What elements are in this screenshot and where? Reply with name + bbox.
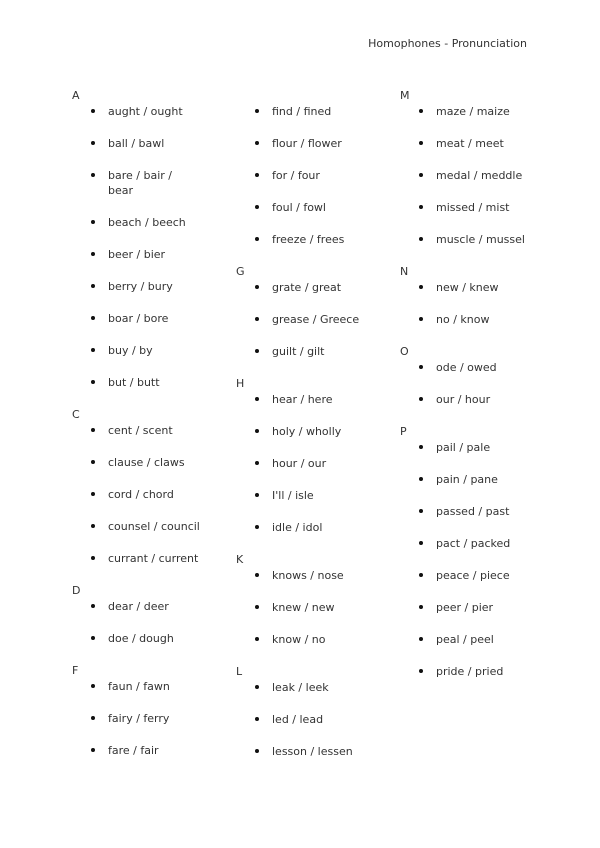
list-item: leak / leek (236, 680, 396, 695)
section (236, 376, 396, 535)
section (72, 583, 232, 646)
list-item: missed / mist (400, 200, 560, 215)
section (400, 344, 560, 407)
list-item: lesson / lessen (236, 744, 396, 759)
list-item: aught / ought (72, 104, 232, 119)
list-item: berry / bury (72, 279, 232, 294)
list-item: hour / our (236, 456, 396, 471)
list-item: knows / nose (236, 568, 396, 583)
list-item: peer / pier (400, 600, 560, 615)
list-item: bare / bair / bear (72, 168, 198, 198)
list-item: idle / idol (236, 520, 396, 535)
section-letter: N (400, 265, 409, 278)
section-letter: G (236, 265, 245, 278)
list-item: maze / maize (400, 104, 560, 119)
list-item: beer / bier (72, 247, 232, 262)
section (400, 88, 560, 247)
homophone-list (400, 104, 560, 247)
list-item: counsel / council (72, 519, 232, 534)
column-2 (236, 88, 396, 776)
section-letter: P (400, 425, 407, 438)
list-item: fairy / ferry (72, 711, 232, 726)
section (236, 264, 396, 359)
list-item: grate / great (236, 280, 396, 295)
column-1 (72, 88, 232, 775)
homophone-list (400, 280, 560, 327)
section-letter: F (72, 664, 79, 677)
list-item: for / four (236, 168, 396, 183)
list-item: pact / packed (400, 536, 560, 551)
list-item: clause / claws (72, 455, 232, 470)
section-letter: C (72, 408, 80, 421)
section (236, 88, 396, 247)
list-item: knew / new (236, 600, 396, 615)
section-letter: H (236, 377, 245, 390)
list-item: meat / meet (400, 136, 560, 151)
section (400, 264, 560, 327)
list-item: medal / meddle (400, 168, 560, 183)
list-item: pail / pale (400, 440, 560, 455)
list-item: no / know (400, 312, 560, 327)
list-item: peal / peel (400, 632, 560, 647)
homophone-list (72, 104, 232, 390)
section-letter: A (72, 89, 80, 102)
list-item: hear / here (236, 392, 396, 407)
list-item: dear / deer (72, 599, 232, 614)
list-item: faun / fawn (72, 679, 232, 694)
list-item: fare / fair (72, 743, 232, 758)
list-item: foul / fowl (236, 200, 396, 215)
list-item: buy / by (72, 343, 232, 358)
list-item: peace / piece (400, 568, 560, 583)
list-item: new / knew (400, 280, 560, 295)
section-letter: K (236, 553, 244, 566)
section (72, 88, 232, 390)
list-item: currant / current (72, 551, 232, 566)
list-item: ode / owed (400, 360, 560, 375)
list-item: pain / pane (400, 472, 560, 487)
homophone-list (236, 568, 396, 647)
homophone-list (72, 679, 232, 758)
homophone-list (236, 392, 396, 535)
list-item: beach / beech (72, 215, 232, 230)
list-item: ball / bawl (72, 136, 232, 151)
list-item: but / butt (72, 375, 232, 390)
list-item: doe / dough (72, 631, 232, 646)
section (400, 424, 560, 679)
section (236, 664, 396, 759)
list-item: passed / past (400, 504, 560, 519)
list-item: cord / chord (72, 487, 232, 502)
list-item: led / lead (236, 712, 396, 727)
column-3 (400, 88, 560, 696)
homophone-list (236, 104, 396, 247)
list-item: boar / bore (72, 311, 232, 326)
list-item: find / fined (236, 104, 396, 119)
list-item: pride / pried (400, 664, 560, 679)
homophone-list (72, 599, 232, 646)
section-letter: M (400, 89, 410, 102)
section-letter: D (72, 584, 81, 597)
homophone-list (400, 360, 560, 407)
list-item: holy / wholly (236, 424, 396, 439)
list-item: I'll / isle (236, 488, 396, 503)
list-item: our / hour (400, 392, 560, 407)
list-item: grease / Greece (236, 312, 396, 327)
list-item: cent / scent (72, 423, 232, 438)
section-letter (236, 88, 396, 104)
list-item: know / no (236, 632, 396, 647)
homophone-list (236, 280, 396, 359)
list-item: guilt / gilt (236, 344, 396, 359)
list-item: flour / flower (236, 136, 396, 151)
page-title: Homophones - Pronunciation (368, 37, 527, 50)
section (72, 663, 232, 758)
homophone-list (236, 680, 396, 759)
section (72, 407, 232, 566)
section-letter: L (236, 665, 243, 678)
homophone-list (400, 440, 560, 679)
list-item: freeze / frees (236, 232, 396, 247)
list-item: muscle / mussel (400, 232, 560, 247)
section (236, 552, 396, 647)
homophone-list (72, 423, 232, 566)
section-letter: O (400, 345, 409, 358)
